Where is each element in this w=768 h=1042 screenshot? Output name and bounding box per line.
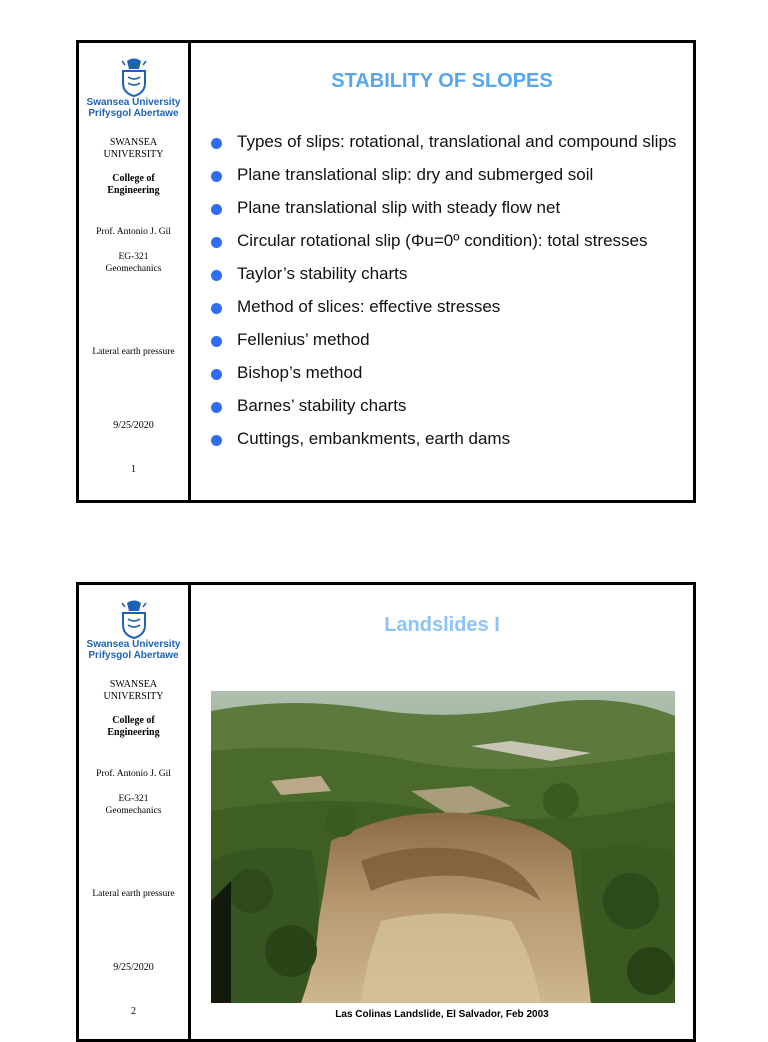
list-item: Types of slips: rotational, translational and compound slips <box>211 131 681 152</box>
college-name: College of Engineering <box>107 715 160 738</box>
slide-content <box>191 43 693 500</box>
logo-text-welsh: Prifysgol Abertawe <box>88 650 179 661</box>
logo-text-english: Swansea University <box>86 639 181 650</box>
list-item: Taylor’s stability charts <box>211 263 681 284</box>
slide-1 <box>76 40 696 503</box>
university-name: SWANSEA UNIVERSITY <box>103 679 164 702</box>
university-logo <box>83 599 184 661</box>
professor-name: Prof. Antonio J. Gil <box>96 769 171 779</box>
university-name: SWANSEA UNIVERSITY <box>103 137 164 160</box>
logo-text-welsh: Prifysgol Abertawe <box>88 108 179 119</box>
slide-title: STABILITY OF SLOPES <box>331 70 553 92</box>
slide-content <box>191 585 693 1039</box>
list-item: Plane translational slip with steady flow net <box>211 197 681 218</box>
list-item: Method of slices: effective stresses <box>211 296 681 317</box>
slide-sidebar <box>79 43 191 500</box>
list-item: Fellenius’ method <box>211 329 681 350</box>
topic-label: Lateral earth pressure <box>92 347 175 357</box>
topic-list <box>211 131 681 461</box>
university-logo <box>83 57 184 119</box>
slide-date: 9/25/2020 <box>113 420 154 431</box>
topic-label: Lateral earth pressure <box>92 889 175 899</box>
list-item: Bishop’s method <box>211 362 681 383</box>
slide-2 <box>76 582 696 1042</box>
page-number: 1 <box>131 464 136 475</box>
course-code: EG-321 Geomechanics <box>105 252 162 274</box>
professor-name: Prof. Antonio J. Gil <box>96 227 171 237</box>
course-code: EG-321 Geomechanics <box>105 794 162 816</box>
list-item: Circular rotational slip (Φu=0º condition): total stresses <box>211 230 681 251</box>
slide-sidebar <box>79 585 191 1039</box>
photo-caption: Las Colinas Landslide, El Salvador, Feb 2003 <box>335 1009 549 1020</box>
list-item: Barnes’ stability charts <box>211 395 681 416</box>
logo-text-english: Swansea University <box>86 97 181 108</box>
landslide-image <box>211 691 675 1003</box>
list-item: Plane translational slip: dry and submerged soil <box>211 164 681 185</box>
slide-date: 9/25/2020 <box>113 962 154 973</box>
swansea-crest-icon <box>119 57 149 97</box>
swansea-crest-icon <box>119 599 149 639</box>
list-item: Cuttings, embankments, earth dams <box>211 428 681 449</box>
landslide-photo <box>211 691 675 1003</box>
slide-title: Landslides I <box>384 614 500 636</box>
page-number: 2 <box>131 1006 136 1017</box>
college-name: College of Engineering <box>107 173 160 196</box>
